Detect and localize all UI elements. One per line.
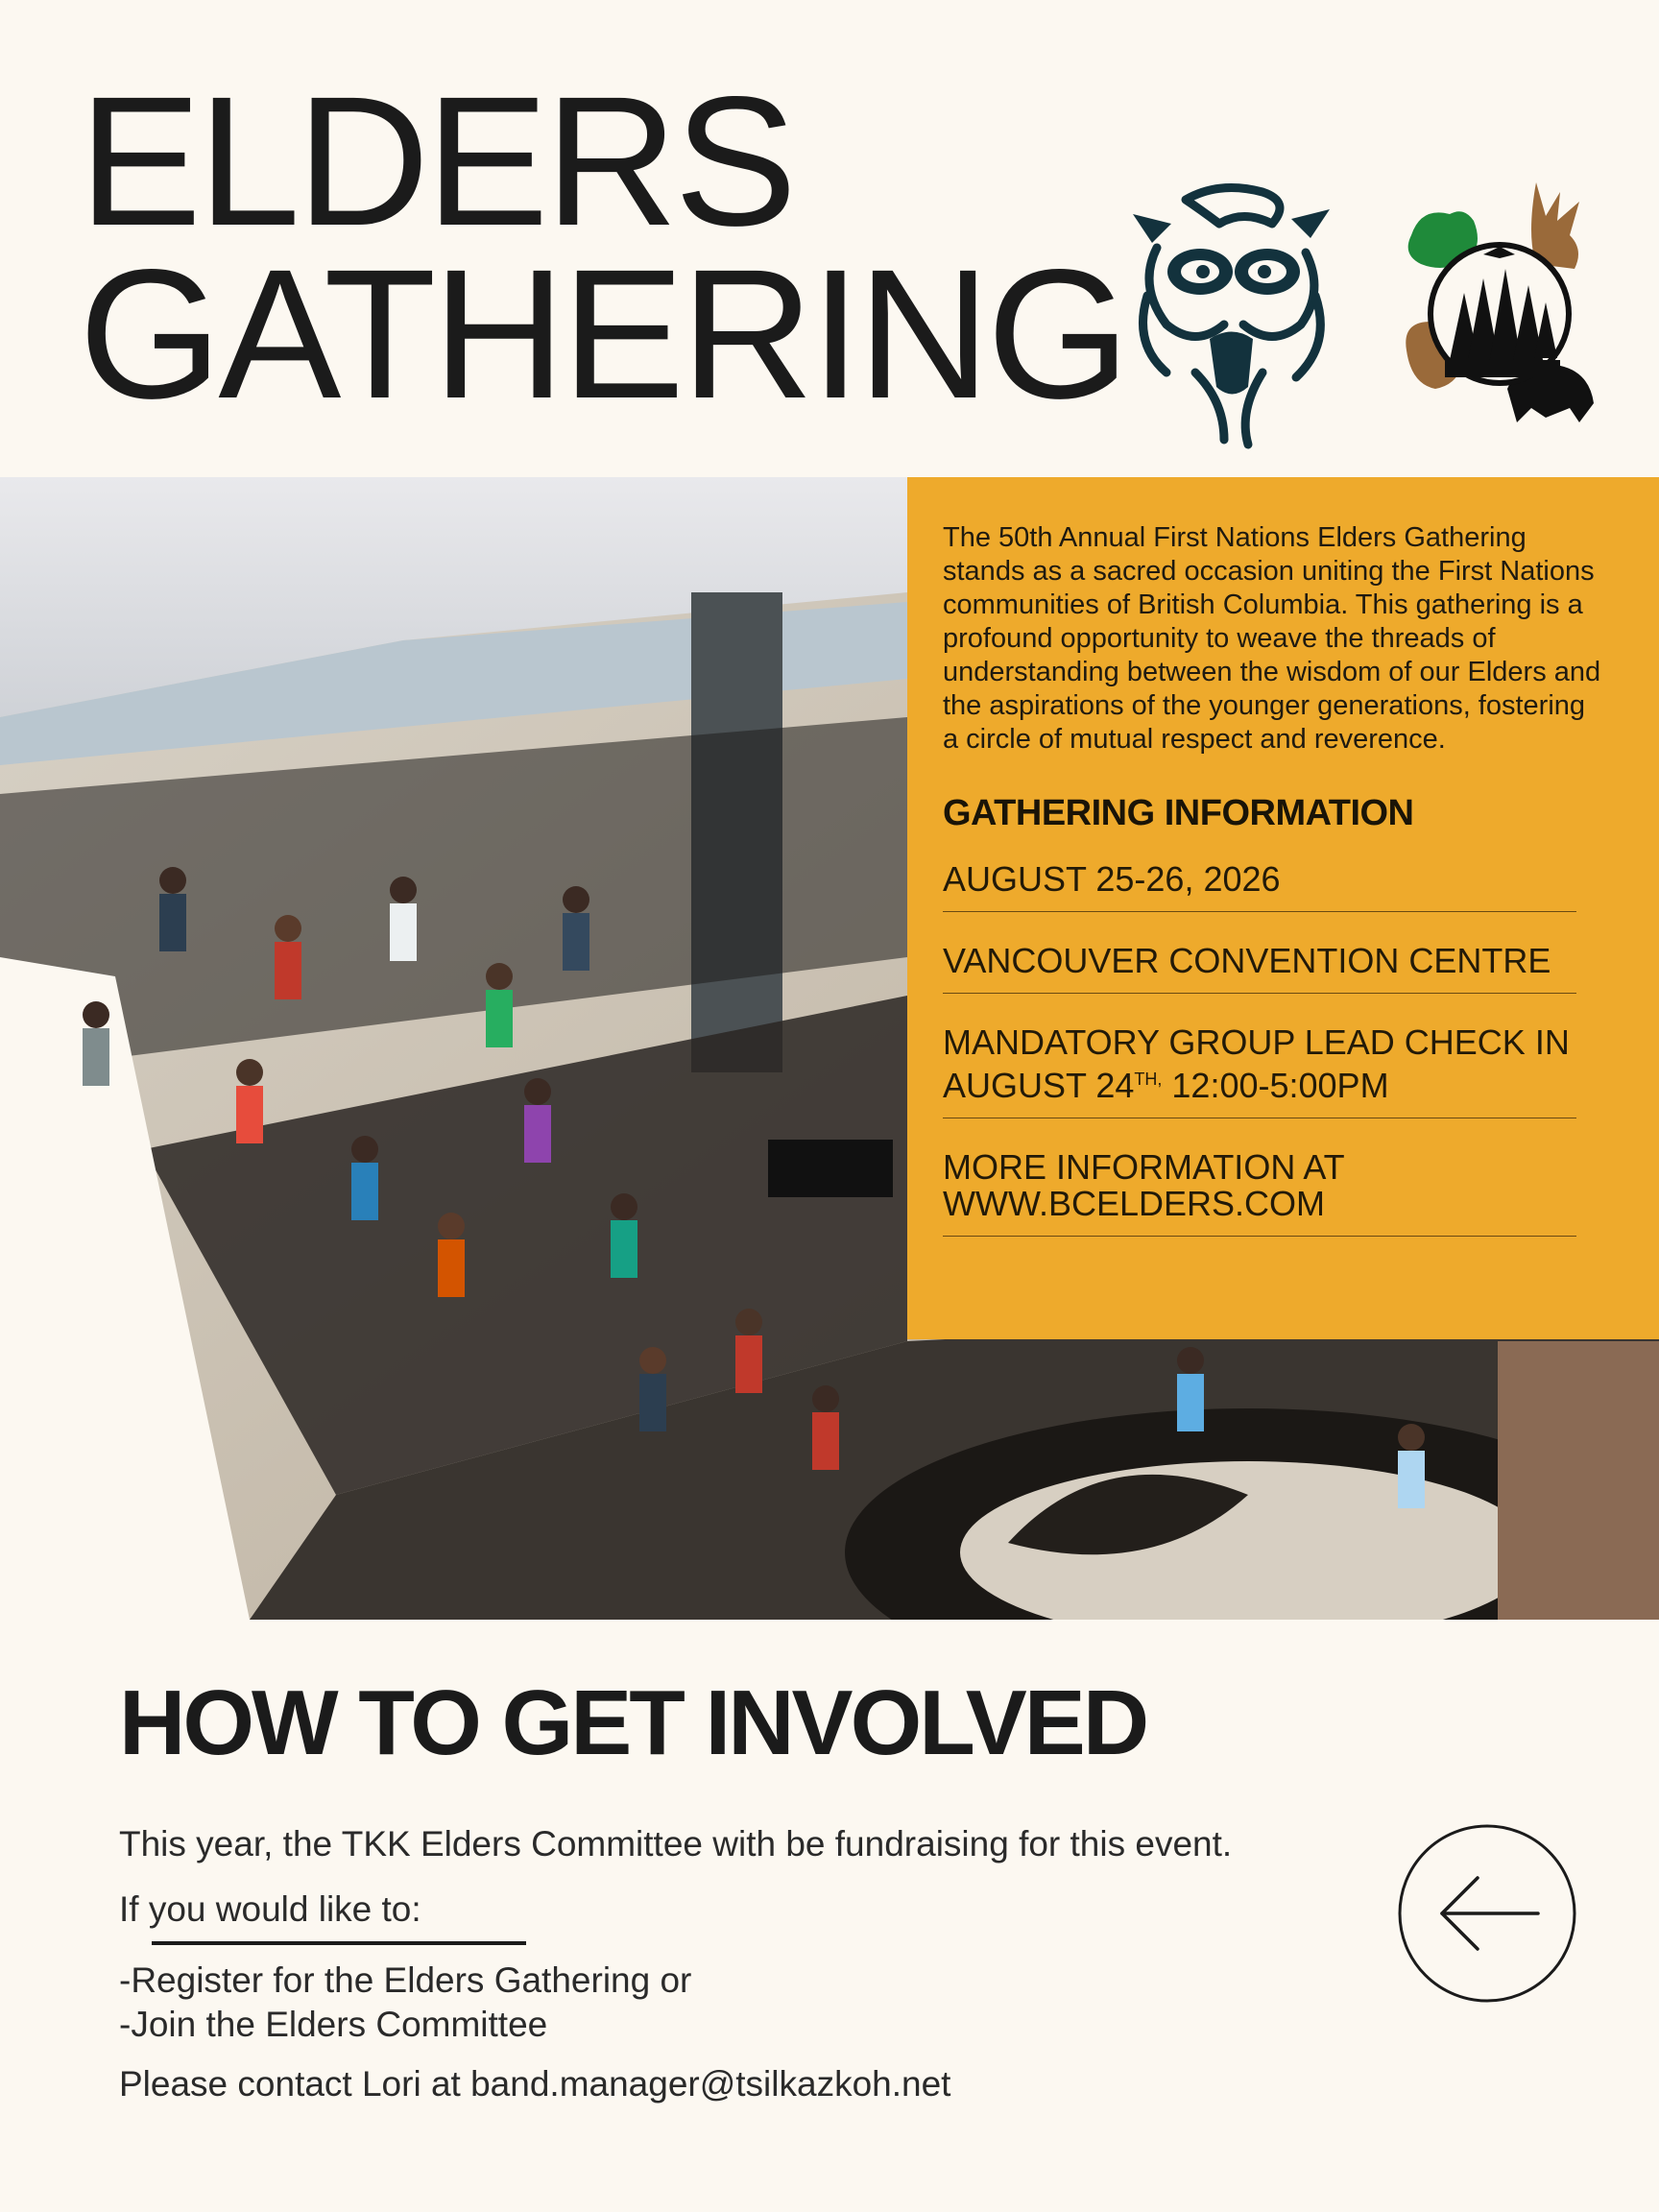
title-line-elders: ELDERS	[79, 58, 794, 264]
event-date-text: AUGUST 25-26, 2026	[943, 859, 1281, 899]
contact-line[interactable]: Please contact Lori at band.manager@tsilkazkoh.net	[119, 2064, 951, 2104]
arrow-left-icon	[1396, 1822, 1578, 2005]
event-venue	[943, 933, 1576, 994]
page-title	[79, 58, 1127, 437]
checkin-date: AUGUST 24	[943, 1066, 1135, 1105]
more-info-label: MORE INFORMATION AT	[943, 1147, 1345, 1187]
gathering-info-panel	[907, 477, 1659, 1339]
section-title-involved: HOW TO GET INVOLVED	[119, 1671, 1147, 1774]
option-register: -Register for the Elders Gathering or	[119, 1960, 692, 2000]
divider-underline	[152, 1941, 526, 1945]
checkin-date-suffix: TH,	[1134, 1070, 1163, 1089]
website-link[interactable]: WWW.BCELDERS.COM	[943, 1184, 1326, 1223]
event-venue-text: VANCOUVER CONVENTION CENTRE	[943, 941, 1551, 980]
intro-paragraph: The 50th Annual First Nations Elders Gathering stands as a sacred occasion uniting the First Nations communities of British Columbia. This gathering is a profound opportunity to weave the threads of understanding between the wisdom of our Elders and the aspirations of the younger generations, fostering a circle of mutual respect and reverence.	[943, 522, 1601, 755]
more-information	[943, 1140, 1576, 1237]
elders-gathering-logo	[1392, 178, 1599, 437]
option-join-committee: -Join the Elders Committee	[119, 2005, 548, 2044]
back-arrow-button[interactable]	[1396, 1822, 1578, 2005]
gathering-info-heading: GATHERING INFORMATION	[943, 793, 1414, 833]
haida-formline-icon	[1128, 180, 1334, 454]
group-lead-checkin	[943, 1015, 1576, 1118]
title-line-gathering: GATHERING	[79, 230, 1127, 437]
options-list	[119, 1959, 691, 2047]
event-date	[943, 852, 1576, 912]
checkin-time: 12:00-5:00PM	[1162, 1066, 1389, 1105]
checkin-datetime	[943, 1061, 1576, 1104]
fundraising-paragraph: This year, the TKK Elders Committee with be fundraising for this event.	[119, 1824, 1233, 1863]
checkin-title: MANDATORY GROUP LEAD CHECK IN	[943, 1022, 1570, 1062]
if-you-would-like: If you would like to:	[119, 1889, 421, 1929]
